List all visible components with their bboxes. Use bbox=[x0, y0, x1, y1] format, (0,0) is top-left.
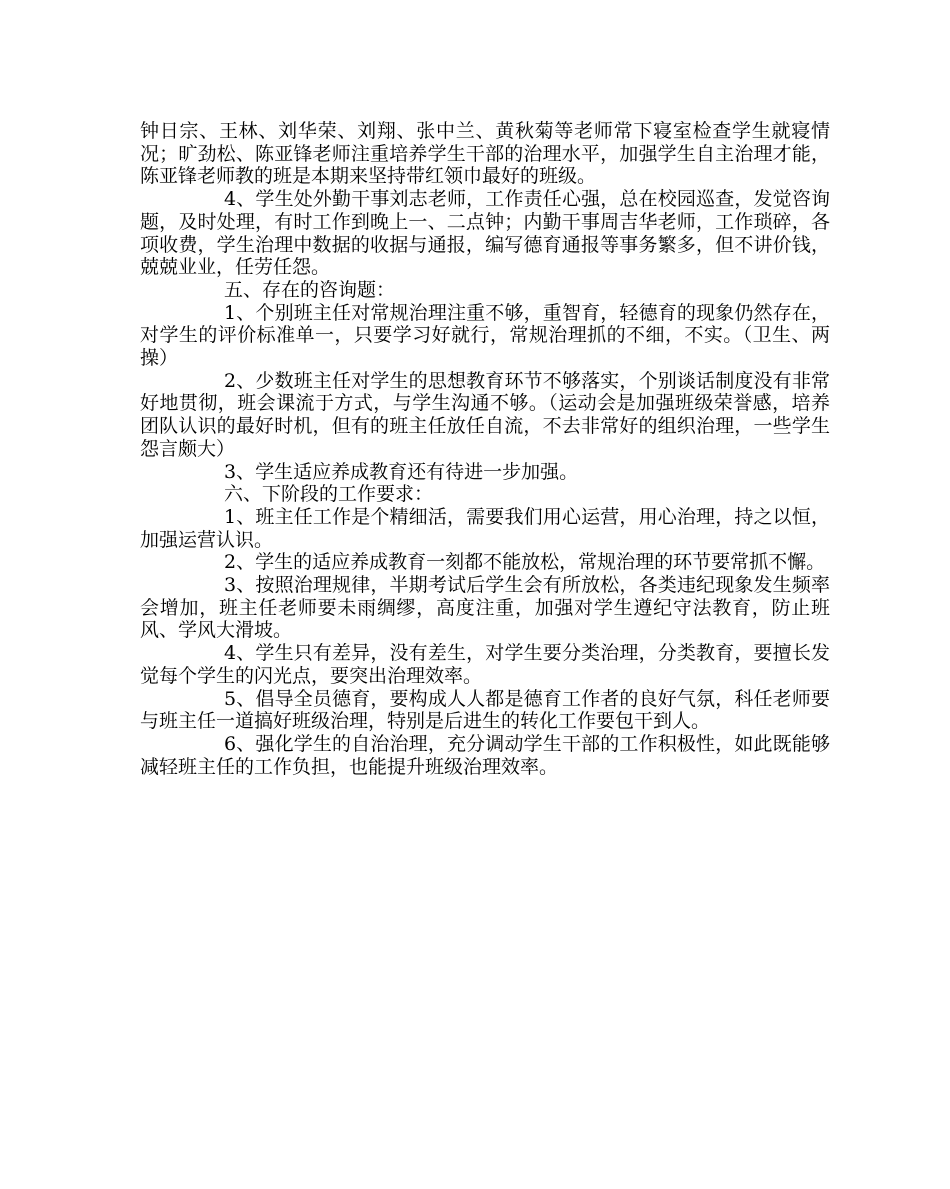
section-heading-next-stage-requirements: 六、下阶段的工作要求： bbox=[224, 483, 434, 506]
paragraph-requirement-2: 2、学生的适应养成教育一刻都不能放松，常规治理的环节要常抓不懈。 bbox=[224, 551, 826, 574]
paragraph-staff-inspection: 钟日宗、王林、刘华荣、刘翔、张中兰、黄秋菊等老师常下寝室检查学生就寝情况；旷劲松、陈亚锋老师注重培养学生干部的治理水平，加强学生自主治理才能，陈亚锋老师教的班是本期来坚持带红领巾最好的班级。 bbox=[140, 120, 830, 188]
paragraph-requirement-4: 4、学生只有差异，没有差生，对学生要分类治理，分类教育，要擅长发觉每个学生的闪光点，要突出治理效率。 bbox=[140, 642, 830, 687]
paragraph-problem-3: 3、学生适应养成教育还有待进一步加强。 bbox=[224, 460, 579, 483]
paragraph-requirement-1: 1、班主任工作是个精细活，需要我们用心运营，用心治理，持之以恒，加强运营认识。 bbox=[140, 505, 830, 551]
paragraph-item-4-student-office: 4、学生处外勤干事刘志老师，工作责任心强，总在校园巡查，发觉咨询题，及时处理，有时工作到晚上一、二点钟；内勤干事周吉华老师，工作琐碎，各项收费，学生治理中数据的收据与通报，编写德育通报等事务繁多，但不讲价钱，兢兢业业，任劳任怨。 bbox=[140, 188, 830, 279]
document-page bbox=[140, 120, 830, 778]
paragraph-problem-1: 1、个别班主任对常规治理注重不够，重智育，轻德育的现象仍然存在，对学生的评价标准单一，只要学习好就行，常规治理抓的不细，不实。（卫生、两操） bbox=[140, 301, 830, 370]
paragraph-requirement-5: 5、倡导全员德育，要构成人人都是德育工作者的良好气氛，科任老师要与班主任一道搞好班级治理，特别是后进生的转化工作要包干到人。 bbox=[140, 687, 830, 733]
paragraph-requirement-3: 3、按照治理规律，半期考试后学生会有所放松，各类违纪现象发生频率会增加，班主任老师要未雨绸缪，高度注重，加强对学生遵纪守法教育，防止班风、学风大滑坡。 bbox=[140, 574, 830, 642]
paragraph-requirement-6: 6、强化学生的自治治理，充分调动学生干部的工作积极性，如此既能够减轻班主任的工作负担，也能提升班级治理效率。 bbox=[140, 732, 830, 778]
paragraph-problem-2: 2、少数班主任对学生的思想教育环节不够落实，个别谈话制度没有非常好地贯彻，班会课流于方式，与学生沟通不够。（运动会是加强班级荣誉感，培养团队认识的最好时机，但有的班主任放任自流，不去非常好的组织治理，一些学生怨言颇大） bbox=[140, 369, 830, 460]
section-heading-existing-problems: 五、存在的咨询题： bbox=[224, 278, 396, 301]
